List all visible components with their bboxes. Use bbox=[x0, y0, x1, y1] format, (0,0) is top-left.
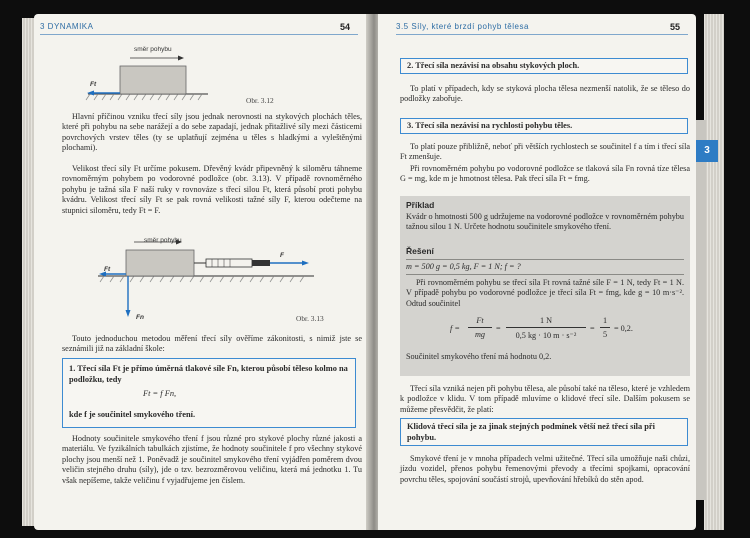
eq-num-3: 1 bbox=[602, 316, 608, 325]
law-3-text-a: To platí pouze přibližně, neboť při větších rychlostech se součinitel f a tím i třecí síla Ft zmenšuje. bbox=[400, 142, 690, 162]
left-para-3: Touto jednoduchou metodou měření třecí síly ověříme zákonitosti, s nimiž jste se seznámili již na základní škole: bbox=[62, 334, 362, 354]
law-1-formula: Ft = f Fn, bbox=[143, 389, 177, 398]
static-friction-para: Třecí síla vzniká nejen při pohybu tělesa, ale působí také na těleso, které je vzhledem k podložce v klidu. V tom případě mluvíme o klidové třecí síle. Dalším pokusem se můžeme přesvědčit, že platí: bbox=[400, 384, 690, 414]
final-para: Smykové tření je v mnoha případech velmi užitečné. Třecí síla umožňuje naši chůzi, jízdu vozidel, přenos pohybu řemenovými převody a třecími spojkami, opracování povrchu těles, spojování součástí strojů, upevňování hřebíků do stěn apod. bbox=[400, 454, 690, 484]
law-3-text-b: Při rovnoměrném pohybu po vodorovné podložce se tlaková síla Fn rovná tíze tělesa G = mg, kde m je hmotnost tělesa. Pak třecí síla Ft = fmg. bbox=[400, 164, 690, 184]
fig2-normal-force-label: Fn bbox=[136, 314, 144, 321]
right-running-head: 3.5 Síly, které brzdí pohyb tělesa bbox=[396, 22, 529, 31]
solution-step-1: Při rovnoměrném pohybu se třecí síla Ft rovná tažné síle F = 1 N, tedy Ft = 1 N. V případě pohybu po vodorovné podložce je třecí síla Ft = fmg, kde g = 10 m·s⁻². Odtud součinitel bbox=[406, 278, 684, 308]
eq-f-label: f = bbox=[450, 324, 460, 333]
law-2-title: 2. Třecí síla nezávisí na obsahu stykových ploch. bbox=[407, 61, 580, 70]
figure-3-13 bbox=[94, 236, 324, 326]
eq-den-2: 0,5 kg · 10 m · s⁻² bbox=[515, 331, 577, 340]
fig2-pull-force-label: F bbox=[280, 252, 284, 259]
left-para-2: Velikost třecí síly Ft určíme pokusem. Dřevěný kvádr připevněný k siloměru táhneme rovnoměrným pohybem po vodorovné podložce (obr. 3.13). V případě rovnoměrného pohybu je tažná síla F naší ruky v rovnováze s třecí silou Ft, která působí proti pohybu kvádru. Velikost třecí síly Ft se pak rovná velikosti tažné síly F, kterou odečteme na stupnici siloměru, tedy Ft = F. bbox=[62, 164, 362, 215]
law-4-box bbox=[400, 418, 688, 446]
solution-heading: Řešení bbox=[406, 246, 434, 256]
law-1-tail: kde f je součinitel smykového tření. bbox=[69, 410, 196, 419]
law-2-box bbox=[400, 58, 688, 74]
example-box bbox=[400, 196, 690, 376]
eq-den-1: mg bbox=[474, 330, 485, 339]
eq-equals-2: = bbox=[590, 324, 595, 333]
example-text: Kvádr o hmotnosti 500 g udržujeme na vodorovné podložce v rovnoměrném pohybu tažnou silou 1 N. Určete hodnotu součinitele smykového tření. bbox=[406, 212, 684, 232]
left-page bbox=[34, 14, 370, 530]
left-para-1: Hlavní příčinou vzniku třecí síly jsou jednak nerovnosti na stykových plochách těles, které při pohybu na sebe narážejí a do sebe zapadají, jednak přitažlivé síly mezi částicemi povrchových vrstev těles (ty se uplatňují zejména u těles s hladkými a vyleštěnými plochami). bbox=[62, 112, 362, 153]
right-header-rule bbox=[396, 34, 688, 35]
law-1-box bbox=[62, 358, 356, 428]
chapter-tab: 3 bbox=[696, 140, 718, 162]
solution-given: m = 500 g = 0,5 kg, F = 1 N; f = ? bbox=[406, 262, 521, 271]
solution-rule bbox=[406, 259, 684, 260]
eq-den-3: 5 bbox=[602, 330, 608, 339]
example-heading: Příklad bbox=[406, 200, 435, 210]
fig1-friction-label: Ft bbox=[90, 81, 97, 88]
left-para-4: Hodnoty součinitele smykového tření f jsou různé pro stykové plochy různé jakosti a materiálu. Ve fyzikálních tabulkách zjistíme, že hodnoty součinitele f pro všechny stykové plochy jsou menší než 1. Poněvadž je součinitel smykového tření vyjádřen poměrem dvou veličin stejného druhu (síly), jde o tzv. bezrozměrovou veličinu, která má jednotku 1. Tu však nepíšeme, takže veličinu f vyjadřujeme jen číslem. bbox=[62, 434, 362, 485]
law-1-title: 1. Třecí síla Ft je přímo úměrná tlakové síle Fn, kterou působí těleso kolmo na podložku, tedy bbox=[69, 364, 348, 384]
left-page-edges bbox=[22, 18, 34, 526]
fig2-caption: Obr. 3.13 bbox=[296, 314, 324, 323]
chapter-sidebar-strip bbox=[696, 120, 706, 500]
eq-num-1: Ft bbox=[476, 316, 484, 325]
law-2-text: To platí v případech, kdy se styková plocha tělesa nezmenší natolik, že se těleso do podložky zabořuje. bbox=[400, 84, 690, 104]
left-page-number: 54 bbox=[340, 22, 351, 32]
fig2-direction-label: směr pohybu bbox=[144, 237, 182, 244]
left-running-head: 3 DYNAMIKA bbox=[40, 22, 94, 31]
law-3-title: 3. Třecí síla nezávisí na rychlosti pohybu těles. bbox=[407, 121, 573, 130]
solution-rule-2 bbox=[406, 274, 684, 275]
eq-fraction-bar-1 bbox=[468, 327, 492, 328]
right-page-edges bbox=[704, 14, 724, 530]
right-page bbox=[378, 14, 696, 530]
law-4-title: Klidová třecí síla je za jinak stejných podmínek větší než třecí síla při pohybu. bbox=[407, 422, 655, 442]
eq-num-2: 1 N bbox=[539, 316, 553, 325]
eq-fraction-bar-3 bbox=[600, 327, 610, 328]
fig1-caption: Obr. 3.12 bbox=[246, 96, 274, 105]
left-header-rule bbox=[40, 34, 358, 35]
fig2-friction-label: Ft bbox=[104, 266, 111, 273]
fig1-direction-label: směr pohybu bbox=[134, 46, 172, 53]
eq-fraction-bar-2 bbox=[506, 327, 586, 328]
solution-result: Součinitel smykového tření má hodnotu 0,2. bbox=[406, 352, 552, 361]
eq-result: = 0,2. bbox=[614, 324, 633, 333]
law-3-box bbox=[400, 118, 688, 134]
eq-equals-1: = bbox=[496, 324, 501, 333]
right-page-number: 55 bbox=[670, 22, 681, 32]
